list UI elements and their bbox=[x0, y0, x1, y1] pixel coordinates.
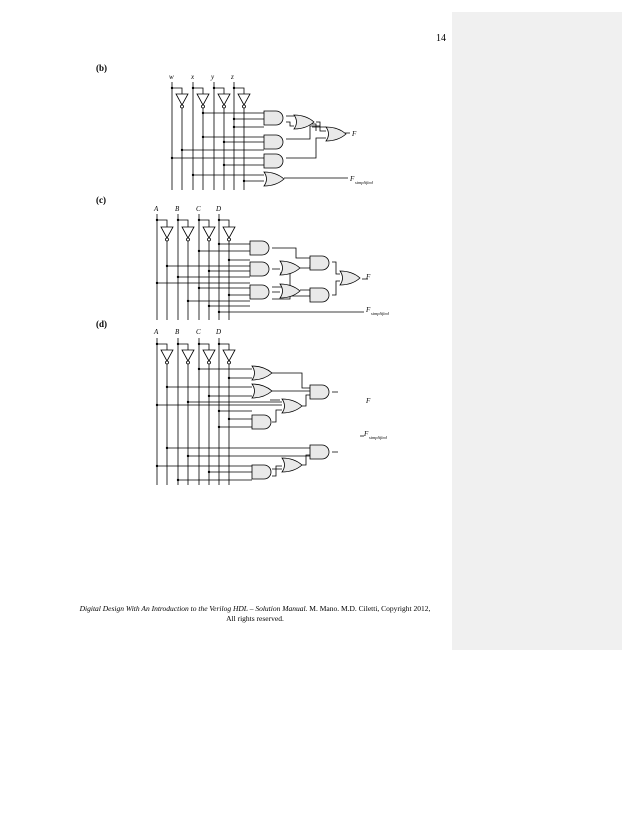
not-gate-c4 bbox=[223, 227, 235, 241]
not-gate-d2 bbox=[182, 350, 194, 364]
output-f-simplified-c: F bbox=[366, 306, 371, 314]
and-gate-c2 bbox=[250, 262, 269, 276]
output-f-simplified-sub-c: simplified bbox=[371, 311, 389, 316]
not-gate-b4 bbox=[238, 94, 250, 108]
input-label-d-d: D bbox=[216, 328, 222, 336]
input-label-a-d: A bbox=[154, 328, 159, 336]
input-label-x: x bbox=[191, 73, 195, 81]
footer-copyright bbox=[40, 604, 470, 624]
output-f-c: F bbox=[366, 273, 371, 281]
and-gate-c1 bbox=[250, 241, 269, 255]
not-gate-d4 bbox=[223, 350, 235, 364]
not-gate-c1 bbox=[161, 227, 173, 241]
and-gate-d3 bbox=[310, 445, 329, 459]
or-gate-c1 bbox=[280, 261, 300, 275]
not-gate-b2 bbox=[197, 94, 209, 108]
footer-authors: M. Mano. M.D. Ciletti, Copyright 2012, bbox=[307, 604, 431, 613]
input-label-c-d: C bbox=[196, 328, 201, 336]
or-gate-c3 bbox=[340, 271, 360, 285]
input-label-z: z bbox=[231, 73, 234, 81]
input-label-b-c: B bbox=[175, 205, 180, 213]
input-label-c-c: C bbox=[196, 205, 201, 213]
output-f-simplified-sub-d: simplified bbox=[369, 435, 387, 440]
input-label-a-c: A bbox=[154, 205, 159, 213]
not-gate-d1 bbox=[161, 350, 173, 364]
or-gate-b1 bbox=[294, 115, 314, 129]
input-label-b-d: B bbox=[175, 328, 180, 336]
page-number: 14 bbox=[436, 33, 446, 44]
or-gate-b2 bbox=[326, 127, 346, 141]
wires-b bbox=[172, 113, 350, 181]
not-gate-c2 bbox=[182, 227, 194, 241]
output-f-simplified-d: F bbox=[364, 430, 369, 438]
part-c-label: (c) bbox=[96, 195, 106, 205]
and-gate-c4 bbox=[310, 256, 329, 270]
input-label-d-c: D bbox=[216, 205, 222, 213]
output-f-simplified-b: F bbox=[350, 175, 355, 183]
and-gate-d4 bbox=[252, 465, 271, 479]
not-gate-b1 bbox=[176, 94, 188, 108]
and-gate-b1 bbox=[264, 111, 283, 125]
part-b-label: (b) bbox=[96, 63, 107, 73]
and-gate-b2 bbox=[264, 135, 283, 149]
output-f-b: F bbox=[352, 130, 357, 138]
or-gate-b3 bbox=[264, 172, 284, 186]
input-label-w: w bbox=[169, 73, 174, 81]
circuit-c bbox=[153, 205, 389, 320]
circuit-b bbox=[169, 73, 373, 190]
and-gate-c3 bbox=[250, 285, 269, 299]
not-gate-c3 bbox=[203, 227, 215, 241]
part-d-label: (d) bbox=[96, 319, 107, 329]
or-gate-d3 bbox=[282, 399, 302, 413]
not-gate-b3 bbox=[218, 94, 230, 108]
and-gate-b3 bbox=[264, 154, 283, 168]
footer-rights: All rights reserved. bbox=[226, 614, 284, 623]
input-label-y: y bbox=[211, 73, 215, 81]
and-gate-d2 bbox=[310, 385, 329, 399]
and-gate-d1 bbox=[252, 415, 271, 429]
output-f-simplified-sub-b: simplified bbox=[355, 180, 373, 185]
not-gate-d3 bbox=[203, 350, 215, 364]
or-gate-d1 bbox=[252, 366, 272, 380]
and-gate-c5 bbox=[310, 288, 329, 302]
or-gate-d4 bbox=[282, 458, 302, 472]
output-f-d: F bbox=[366, 397, 371, 405]
or-gate-d2 bbox=[252, 384, 272, 398]
circuit-d bbox=[153, 328, 387, 485]
footer-book-title: Digital Design With An Introduction to the Verilog HDL – Solution Manual. bbox=[79, 604, 308, 613]
